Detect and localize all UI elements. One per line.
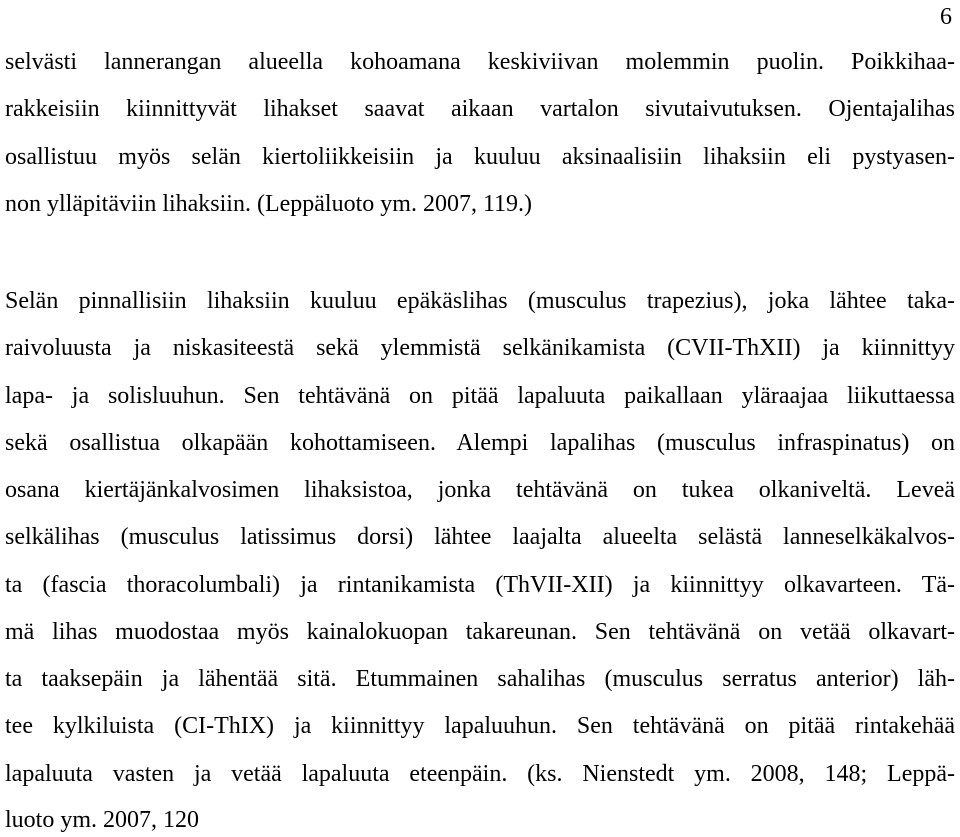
paragraph-line: osana kiertäjänkalvosimen lihaksistoa, jonka tehtävänä on tukea olkaniveltä. Leveä	[5, 477, 955, 503]
paragraph-line: ta (fascia thoracolumbali) ja rintanikamista (ThVII-XII) ja kiinnittyy olkavarteen. Tä-	[5, 572, 955, 598]
paragraph-line: rakkeisiin kiinnittyvät lihakset saavat aikaan vartalon sivutaivutuksen. Ojentajalihas	[5, 96, 955, 122]
paragraph-line: selvästi lannerangan alueella kohoamana keskiviivan molemmin puolin. Poikkihaa-	[5, 49, 955, 75]
paragraph-line: Selän pinnallisiin lihaksiin kuuluu epäkäslihas (musculus trapezius), joka lähtee taka-	[5, 288, 955, 314]
paragraph-line: non ylläpitäviin lihaksiin. (Leppäluoto ym. 2007, 119.)	[5, 191, 533, 217]
paragraph-line: selkälihas (musculus latissimus dorsi) lähtee laajalta alueelta selästä lanneselkäkalvos-	[5, 524, 955, 550]
page-number: 6	[940, 4, 952, 30]
paragraph-line: mä lihas muodostaa myös kainalokuopan takareunan. Sen tehtävänä on vetää olkavart-	[5, 619, 955, 645]
paragraph-line: tee kylkiluista (CI-ThIX) ja kiinnittyy lapaluuhun. Sen tehtävänä on pitää rintakehää	[5, 713, 955, 739]
paragraph-line: lapaluuta vasten ja vetää lapaluuta eteenpäin. (ks. Nienstedt ym. 2008, 148; Leppä-	[5, 761, 955, 787]
paragraph-line: sekä osallistua olkapään kohottamiseen. Alempi lapalihas (musculus infraspinatus) on	[5, 430, 955, 456]
paragraph-line: osallistuu myös selän kiertoliikkeisiin ja kuuluu aksinaalisiin lihaksiin eli pystyasen-	[5, 144, 955, 170]
paragraph-line: luoto ym. 2007, 120	[5, 807, 200, 833]
paragraph-line: lapa- ja solisluuhun. Sen tehtävänä on pitää lapaluuta paikallaan yläraajaa liikuttaessa	[5, 383, 955, 409]
paragraph-line: ta taaksepäin ja lähentää sitä. Etummainen sahalihas (musculus serratus anterior) läh-	[5, 666, 955, 692]
paragraph-line: raivoluusta ja niskasiteestä sekä ylemmistä selkänikamista (CVII-ThXII) ja kiinnittyy	[5, 335, 955, 361]
